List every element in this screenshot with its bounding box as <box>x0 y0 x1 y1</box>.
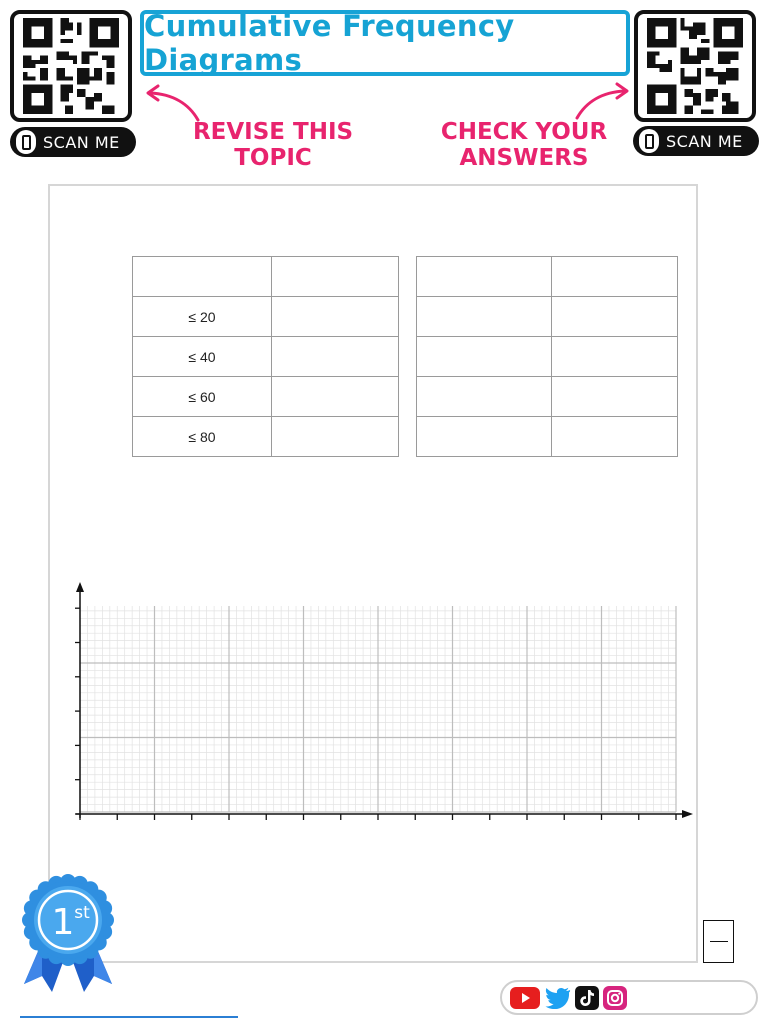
table-cell[interactable] <box>552 297 678 337</box>
table-cell: ≤ 80 <box>133 417 272 457</box>
arrow-right-icon <box>574 80 632 122</box>
table-row <box>133 377 399 417</box>
graph-paper[interactable] <box>60 578 696 822</box>
table-cell[interactable] <box>272 337 399 377</box>
social-links-bar <box>500 980 758 1015</box>
qr-code-icon <box>14 14 128 118</box>
title-banner <box>140 10 630 76</box>
table-row <box>133 297 399 337</box>
answer-table <box>416 256 678 457</box>
fraction-line <box>710 941 728 942</box>
table-row <box>417 297 678 337</box>
table-cell[interactable] <box>552 417 678 457</box>
table-cell[interactable] <box>272 417 399 457</box>
scan-me-label: SCAN ME <box>666 131 743 151</box>
table-cell: ≤ 40 <box>133 337 272 377</box>
table-cell[interactable] <box>417 337 552 377</box>
table-row <box>417 257 678 297</box>
answers-qr-code-icon[interactable] <box>634 10 756 122</box>
revise-line-2: TOPIC <box>234 145 312 171</box>
table-cell <box>133 257 272 297</box>
table-row <box>133 257 399 297</box>
page-title: Cumulative Frequency Diagrams <box>144 9 515 77</box>
table-cell[interactable] <box>417 297 552 337</box>
table-row <box>417 417 678 457</box>
badge-number: 1 <box>51 902 75 943</box>
table-cell[interactable] <box>417 377 552 417</box>
tiktok-icon[interactable] <box>575 986 599 1010</box>
scan-me-right-button[interactable] <box>633 126 759 156</box>
table-cell[interactable] <box>552 337 678 377</box>
table-row <box>133 417 399 457</box>
award-ribbon-icon <box>16 872 120 994</box>
table-row <box>417 337 678 377</box>
revise-qr-code-icon[interactable] <box>10 10 132 122</box>
footer-link-underline[interactable] <box>20 1016 238 1018</box>
phone-icon <box>16 130 36 154</box>
y-axis-arrow <box>76 582 84 592</box>
revise-line-1: REVISE THIS <box>192 119 354 145</box>
frequency-table <box>132 256 399 457</box>
table-cell[interactable] <box>552 377 678 417</box>
table-cell[interactable] <box>272 257 399 297</box>
table-cell[interactable] <box>272 297 399 337</box>
check-answers-link[interactable] <box>430 119 618 171</box>
table-cell: ≤ 20 <box>133 297 272 337</box>
instagram-icon[interactable] <box>603 986 627 1010</box>
badge-suffix: st <box>74 903 90 923</box>
table-cell[interactable] <box>272 377 399 417</box>
check-line-2: ANSWERS <box>459 145 589 171</box>
twitter-icon[interactable] <box>544 986 571 1010</box>
arrow-left-icon <box>143 82 203 124</box>
scan-me-label: SCAN ME <box>43 132 120 152</box>
axes <box>75 582 693 820</box>
phone-icon <box>639 129 659 153</box>
table-row <box>417 377 678 417</box>
table-cell[interactable] <box>417 257 552 297</box>
check-line-1: CHECK YOUR <box>440 119 608 145</box>
x-axis-arrow <box>682 810 693 818</box>
revise-topic-link[interactable] <box>188 119 358 171</box>
mark-box <box>703 920 734 963</box>
qr-code-icon <box>638 14 752 118</box>
table-cell[interactable] <box>417 417 552 457</box>
youtube-icon[interactable] <box>510 987 540 1009</box>
table-cell[interactable] <box>552 257 678 297</box>
table-cell: ≤ 60 <box>133 377 272 417</box>
table-row <box>133 337 399 377</box>
scan-me-left-button[interactable] <box>10 127 136 157</box>
